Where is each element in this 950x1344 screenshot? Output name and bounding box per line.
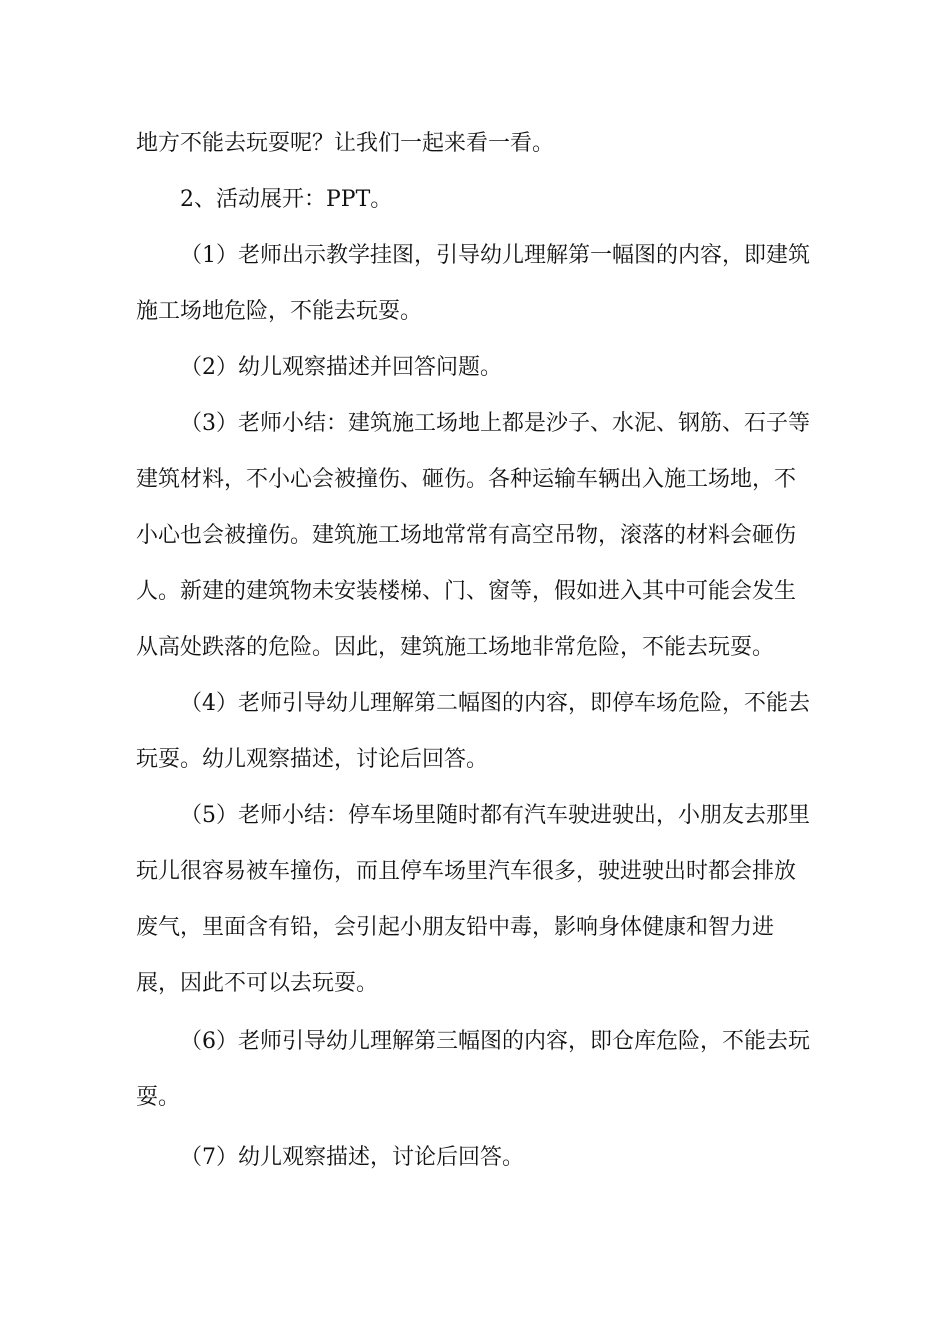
text-line: 地方不能去玩耍呢？让我们一起来看一看。 [136,131,555,156]
text-line: 玩儿很容易被车撞伤，而且停车场里汽车很多，驶进驶出时都会排放 [136,859,797,884]
text-line: （7）幼儿观察描述，讨论后回答。 [180,1145,524,1170]
text-line: 玩耍。幼儿观察描述，讨论后回答。 [136,747,489,772]
text-line: （6）老师引导幼儿理解第三幅图的内容，即仓库危险，不能去玩 [180,1029,810,1054]
text-line: （1）老师出示教学挂图，引导幼儿理解第一幅图的内容，即建筑 [180,243,810,268]
text-line: 小心也会被撞伤。建筑施工场地常常有高空吊物，滚落的材料会砸伤 [136,523,797,548]
paragraph [136,396,826,676]
text-line: 2、活动展开：PPT。 [180,187,393,212]
paragraph [136,1130,826,1186]
text-line: 展，因此不可以去玩耍。 [136,971,379,996]
text-block-tail [136,1014,826,1186]
text-line: （2）幼儿观察描述并回答问题。 [180,355,502,380]
text-line: （5）老师小结：停车场里随时都有汽车驶进驶出，小朋友去那里 [180,803,810,828]
text-line: 人。新建的建筑物未安装楼梯、门、窗等，假如进入其中可能会发生 [136,579,797,604]
paragraph [136,788,826,1012]
paragraph [136,340,826,396]
text-line: 从高处跌落的危险。因此，建筑施工场地非常危险，不能去玩耍。 [136,635,775,660]
text-line: 施工场地危险，不能去玩耍。 [136,299,423,324]
text-line: （4）老师引导幼儿理解第二幅图的内容，即停车场危险，不能去 [180,691,810,716]
text-line: 建筑材料，不小心会被撞伤、砸伤。各种运输车辆出入施工场地，不 [136,467,797,492]
text-line: （3）老师小结：建筑施工场地上都是沙子、水泥、钢筋、石子等 [180,411,810,436]
paragraph [136,116,826,172]
text-line: 废气，里面含有铅，会引起小朋友铅中毒，影响身体健康和智力进 [136,915,775,940]
text-block-main [136,116,826,1012]
paragraph [136,228,826,340]
text-line: 耍。 [136,1085,181,1110]
paragraph [136,676,826,788]
paragraph [136,1014,826,1126]
paragraph [136,172,826,228]
